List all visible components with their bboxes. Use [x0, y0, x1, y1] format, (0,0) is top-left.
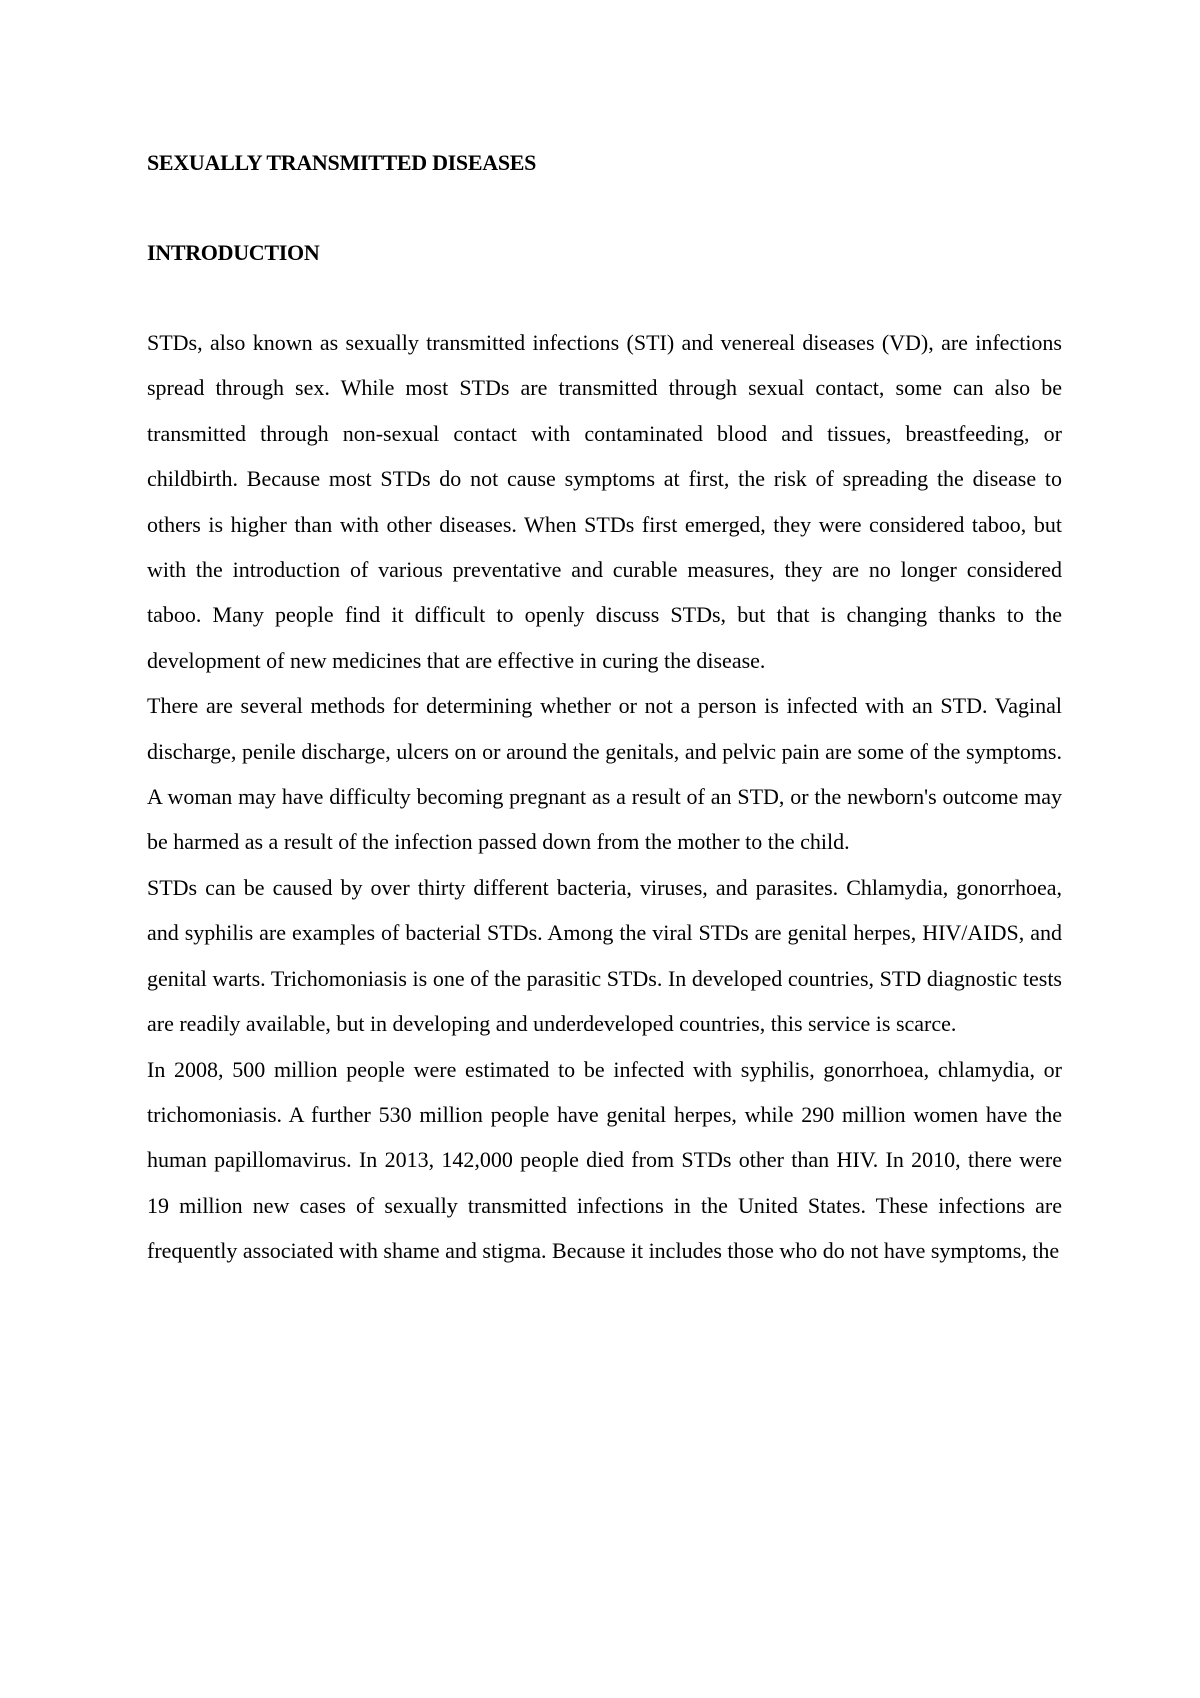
paragraph-4: In 2008, 500 million people were estimated to be infected with syphilis, gonorrhoea, chlamydia, or trichomoniasis. A further 530 million people have genital herpes, while 290 million women have the human papillomavirus. In 2013, 142,000 people died from STDs other than HIV. In 2010, there were 19 million new cases of sexually transmitted infections in the United States. These infections are frequently associated with shame and stigma. Because it includes those who do not have symptoms, the	[147, 1056, 1062, 1264]
section-heading-introduction: INTRODUCTION	[147, 240, 320, 265]
document-title: SEXUALLY TRANSMITTED DISEASES	[147, 150, 537, 175]
document-page	[147, 140, 1062, 1274]
paragraph-3: STDs can be caused by over thirty different bacteria, viruses, and parasites. Chlamydia, gonorrhoea, and syphilis are examples of bacterial STDs. Among the viral STDs are genital herpes, HIV/AIDS, and genital warts. Trichomoniasis is one of the parasitic STDs. In developed countries, STD diagnostic tests are readily available, but in developing and underdeveloped countries, this service is scarce.	[147, 874, 1062, 1037]
paragraph-2: There are several methods for determining whether or not a person is infected with an STD. Vaginal discharge, penile discharge, ulcers on or around the genitals, and pelvic pain are some of the symptoms. A woman may have difficulty becoming pregnant as a result of an STD, or the newborn's outcome may be harmed as a result of the infection passed down from the mother to the child.	[147, 693, 1062, 855]
paragraph-1: STDs, also known as sexually transmitted infections (STI) and venereal diseases (VD), are infections spread through sex. While most STDs are transmitted through sexual contact, some can also be transmitted through non-sexual contact with contaminated blood and tissues, breastfeeding, or childbirth. Because most STDs do not cause symptoms at first, the risk of spreading the disease to others is higher than with other diseases. When STDs first emerged, they were considered taboo, but with the introduction of various preventative and curable measures, they are no longer considered taboo. Many people find it difficult to openly discuss STDs, but that is changing thanks to the development of new medicines that are effective in curing the disease.	[147, 330, 1062, 673]
